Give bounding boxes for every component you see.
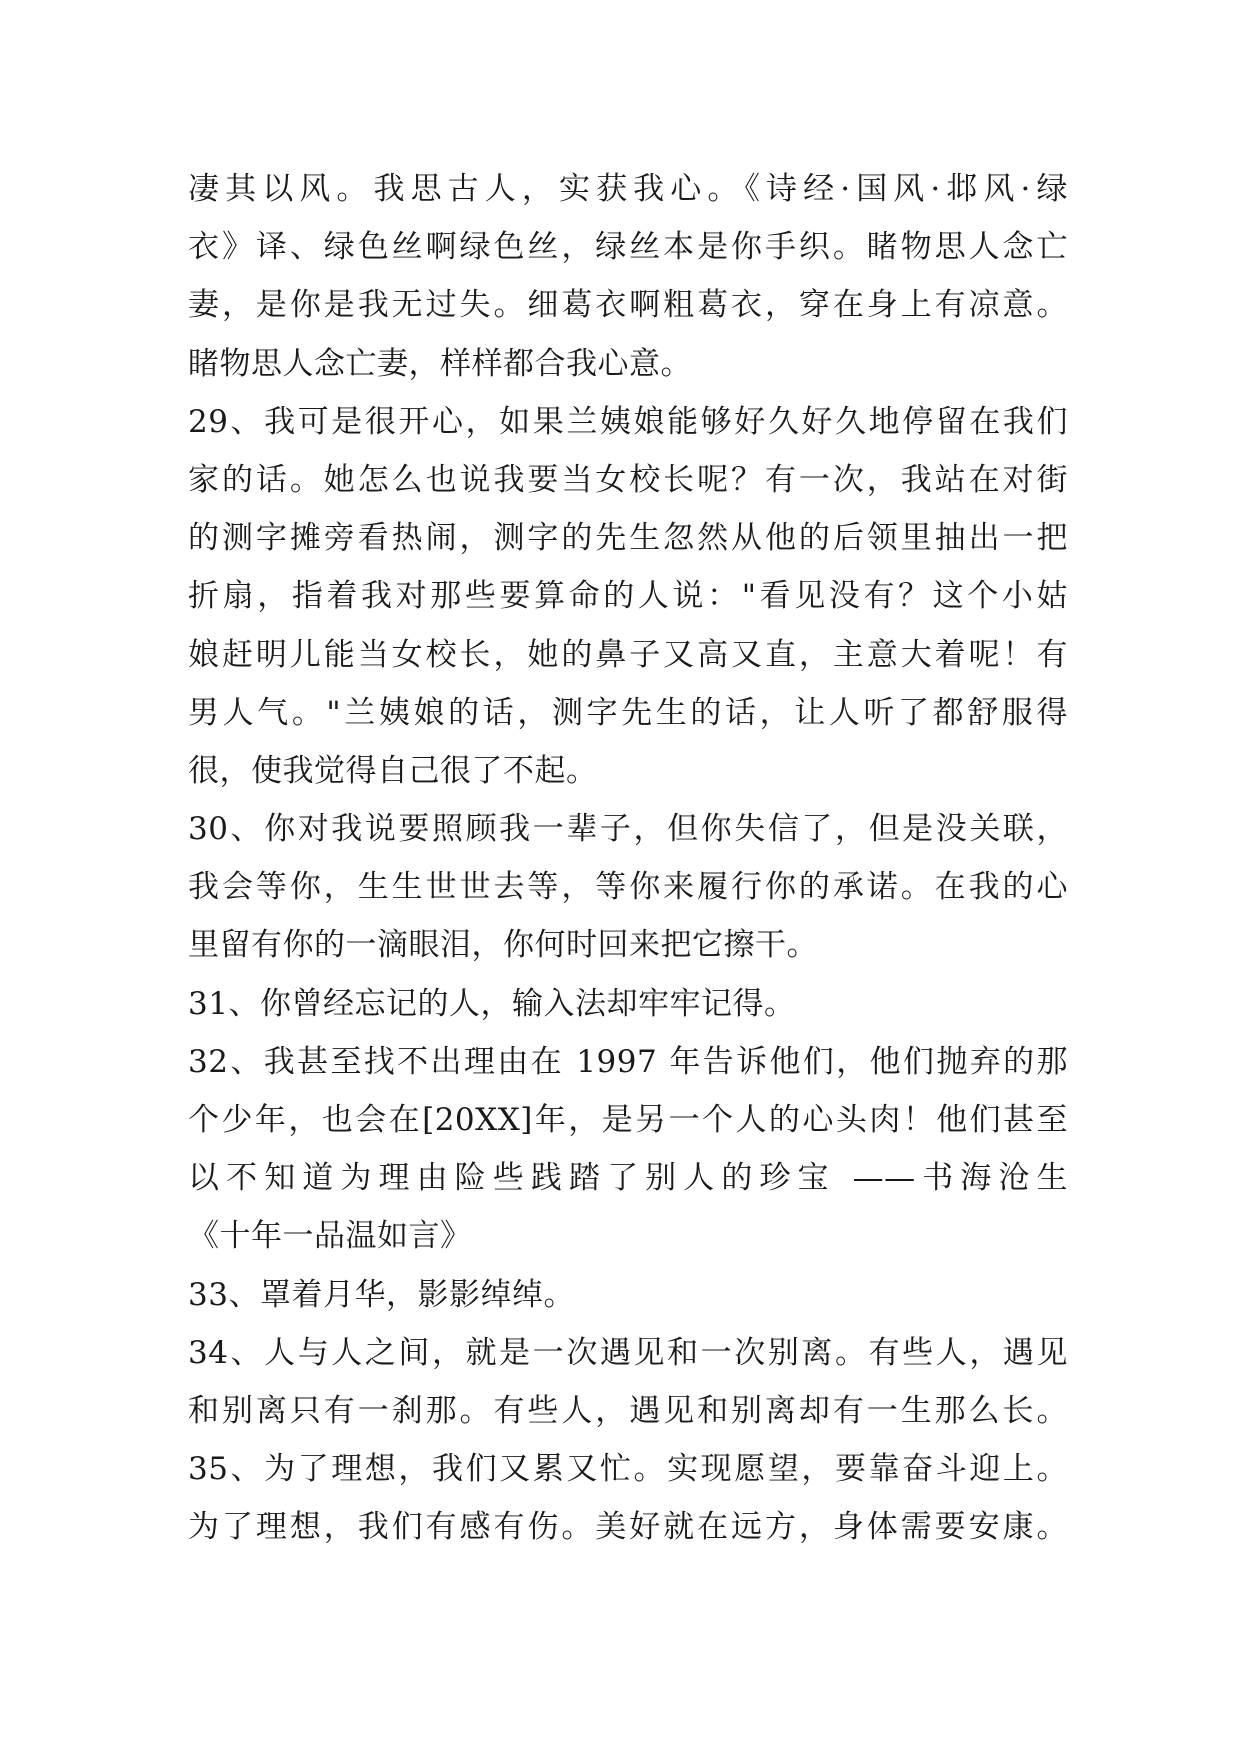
text-line: 衣》译、绿色丝啊绿色丝，绿丝本是你手织。睹物思人念亡	[188, 229, 1068, 266]
text-line: 为了理想，我们有感有伤。美好就在远方，身体需要安康。	[188, 1509, 1068, 1546]
text-line: 32、我甚至找不出理由在 1997 年告诉他们，他们抛弃的那	[188, 1043, 1068, 1080]
text-line: 很，使我觉得自己很了不起。	[188, 752, 598, 789]
text-line: 35、为了理想，我们又累又忙。实现愿望，要靠奋斗迎上。	[188, 1451, 1068, 1488]
text-line: 妻，是你是我无过失。细葛衣啊粗葛衣，穿在身上有凉意。	[188, 287, 1068, 324]
text-line: 的测字摊旁看热闹，测字的先生忽然从他的后领里抽出一把	[188, 520, 1068, 557]
text-line: 我会等你，生生世世去等，等你来履行你的承诺。在我的心	[188, 869, 1068, 906]
text-line: 以不知道为理由险些践踏了别人的珍宝 ——书海沧生	[188, 1160, 1068, 1197]
text-line: 和别离只有一刹那。有些人，遇见和别离却有一生那么长。	[188, 1392, 1068, 1429]
text-line: 娘赶明儿能当女校长，她的鼻子又高又直，主意大着呢！有	[188, 636, 1068, 673]
text-line: 家的话。她怎么也说我要当女校长呢？有一次，我站在对街	[188, 461, 1068, 498]
text-line: 33、罩着月华，影影绰绰。	[188, 1276, 575, 1313]
text-line: 34、人与人之间，就是一次遇见和一次别离。有些人，遇见	[188, 1334, 1068, 1371]
text-line: 里留有你的一滴眼泪，你何时回来把它擦干。	[188, 927, 818, 964]
text-line: 《十年一品温如言》	[188, 1218, 472, 1255]
text-line: 睹物思人念亡妻，样样都合我心意。	[188, 345, 692, 382]
text-line: 29、我可是很开心，如果兰姨娘能够好久好久地停留在我们	[188, 403, 1068, 440]
text-line: 男人气。"兰姨娘的话，测字先生的话，让人听了都舒服得	[188, 694, 1068, 731]
body-text	[188, 160, 1068, 1557]
text-line: 凄其以风。我思古人，实获我心。《诗经·国风·邶风·绿	[188, 171, 1068, 207]
text-line: 30、你对我说要照顾我一辈子，但你失信了，但是没关联，	[188, 811, 1068, 848]
text-line: 31、你曾经忘记的人，输入法却牢牢记得。	[188, 985, 796, 1022]
text-line: 折扇，指着我对那些要算命的人说："看见没有？这个小姑	[188, 578, 1068, 615]
text-line: 个少年，也会在[20XX]年，是另一个人的心头肉！他们甚至	[188, 1102, 1068, 1138]
